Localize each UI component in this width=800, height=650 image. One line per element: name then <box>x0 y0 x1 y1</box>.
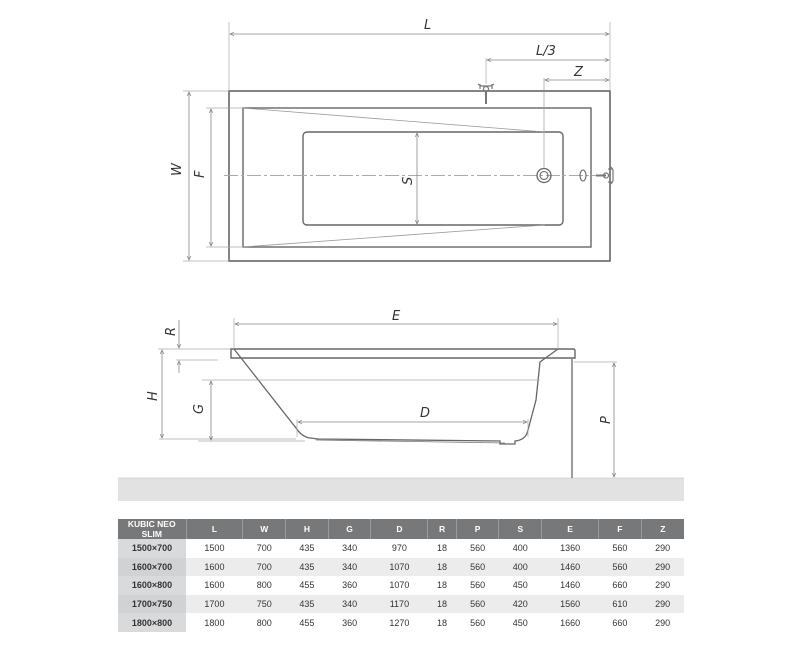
table-row <box>118 613 684 632</box>
cell: 360 <box>342 617 358 628</box>
header-model: KUBIC NEO SLIM <box>118 519 186 539</box>
cell: 450 <box>512 617 528 628</box>
cell: 290 <box>655 543 671 554</box>
cell: 18 <box>437 580 448 591</box>
cell-model: 1500×700 <box>118 539 186 558</box>
cell: 18 <box>437 617 448 628</box>
cell: 290 <box>641 595 684 614</box>
cell: 400 <box>499 558 542 577</box>
side-view <box>118 309 684 501</box>
top-view <box>170 18 613 261</box>
dimensions-table <box>118 519 684 632</box>
cell: 290 <box>641 558 684 577</box>
header-E: E <box>542 519 599 539</box>
faucet-top-icon <box>478 84 494 104</box>
dim-label-L3: L/3 <box>536 44 556 59</box>
cell: 450 <box>512 580 528 591</box>
cell: 1360 <box>560 543 581 554</box>
cell: 1170 <box>371 595 428 614</box>
cell: 340 <box>328 595 371 614</box>
cell: 560 <box>470 580 486 591</box>
header-L: L <box>186 519 243 539</box>
cell: 560 <box>470 543 486 554</box>
cell: 360 <box>342 580 358 591</box>
dim-label-D: D <box>420 406 431 421</box>
dim-label-S: S <box>401 176 416 185</box>
dim-label-L: L <box>424 18 432 33</box>
cell: 800 <box>256 580 272 591</box>
cell: 290 <box>655 580 671 591</box>
dim-label-W: W <box>170 163 185 176</box>
cell: 340 <box>328 558 371 577</box>
cell: 340 <box>342 543 358 554</box>
cell: 18 <box>437 543 448 554</box>
cell: 660 <box>612 617 628 628</box>
dim-label-R: R <box>164 326 179 336</box>
cell: 560 <box>456 558 499 577</box>
cell: 1460 <box>560 580 581 591</box>
cell: 455 <box>299 580 315 591</box>
cell: 1800 <box>204 617 225 628</box>
cell: 750 <box>243 595 286 614</box>
header-Z: Z <box>641 519 684 539</box>
table-header-row <box>118 519 684 539</box>
table-row <box>118 576 684 595</box>
header-W: W <box>243 519 286 539</box>
table-row <box>118 558 684 577</box>
cell: 560 <box>456 595 499 614</box>
cell: 970 <box>391 543 407 554</box>
cell-model: 1600×700 <box>118 558 186 577</box>
cell: 420 <box>499 595 542 614</box>
dim-label-P: P <box>599 416 614 424</box>
cell: 560 <box>599 558 642 577</box>
cell: 1600 <box>204 580 225 591</box>
floor <box>118 478 684 501</box>
cell: 435 <box>286 595 329 614</box>
cell: 435 <box>286 558 329 577</box>
cell: 560 <box>470 617 486 628</box>
cell: 455 <box>299 617 315 628</box>
header-P: P <box>456 519 499 539</box>
cell: 800 <box>256 617 272 628</box>
cell: 18 <box>428 558 456 577</box>
header-R: R <box>428 519 456 539</box>
dim-label-E: E <box>392 309 401 324</box>
dim-label-G: G <box>192 403 207 414</box>
table-row <box>118 595 684 614</box>
cell-model: 1800×800 <box>118 613 186 632</box>
cell: 1070 <box>389 580 410 591</box>
cell: 1460 <box>542 558 599 577</box>
cell: 18 <box>428 595 456 614</box>
cell: 290 <box>655 617 671 628</box>
cell: 1070 <box>371 558 428 577</box>
dim-label-F: F <box>193 170 208 178</box>
cell: 435 <box>299 543 315 554</box>
header-S: S <box>499 519 542 539</box>
table-row <box>118 539 684 558</box>
cell: 700 <box>256 543 272 554</box>
cell-model: 1700×750 <box>118 595 186 614</box>
header-G: G <box>328 519 371 539</box>
cell: 610 <box>599 595 642 614</box>
cell: 1660 <box>560 617 581 628</box>
header-D: D <box>371 519 428 539</box>
cell: 400 <box>512 543 528 554</box>
cell: 660 <box>612 580 628 591</box>
cell: 1700 <box>186 595 243 614</box>
cell: 700 <box>243 558 286 577</box>
cell: 560 <box>612 543 628 554</box>
cell: 1560 <box>542 595 599 614</box>
dim-label-H: H <box>146 391 161 401</box>
cell: 1600 <box>186 558 243 577</box>
header-H: H <box>286 519 329 539</box>
cell-model: 1600×800 <box>118 576 186 595</box>
header-F: F <box>599 519 642 539</box>
cell: 1270 <box>389 617 410 628</box>
cell: 1500 <box>204 543 225 554</box>
dim-label-Z: Z <box>574 65 583 80</box>
